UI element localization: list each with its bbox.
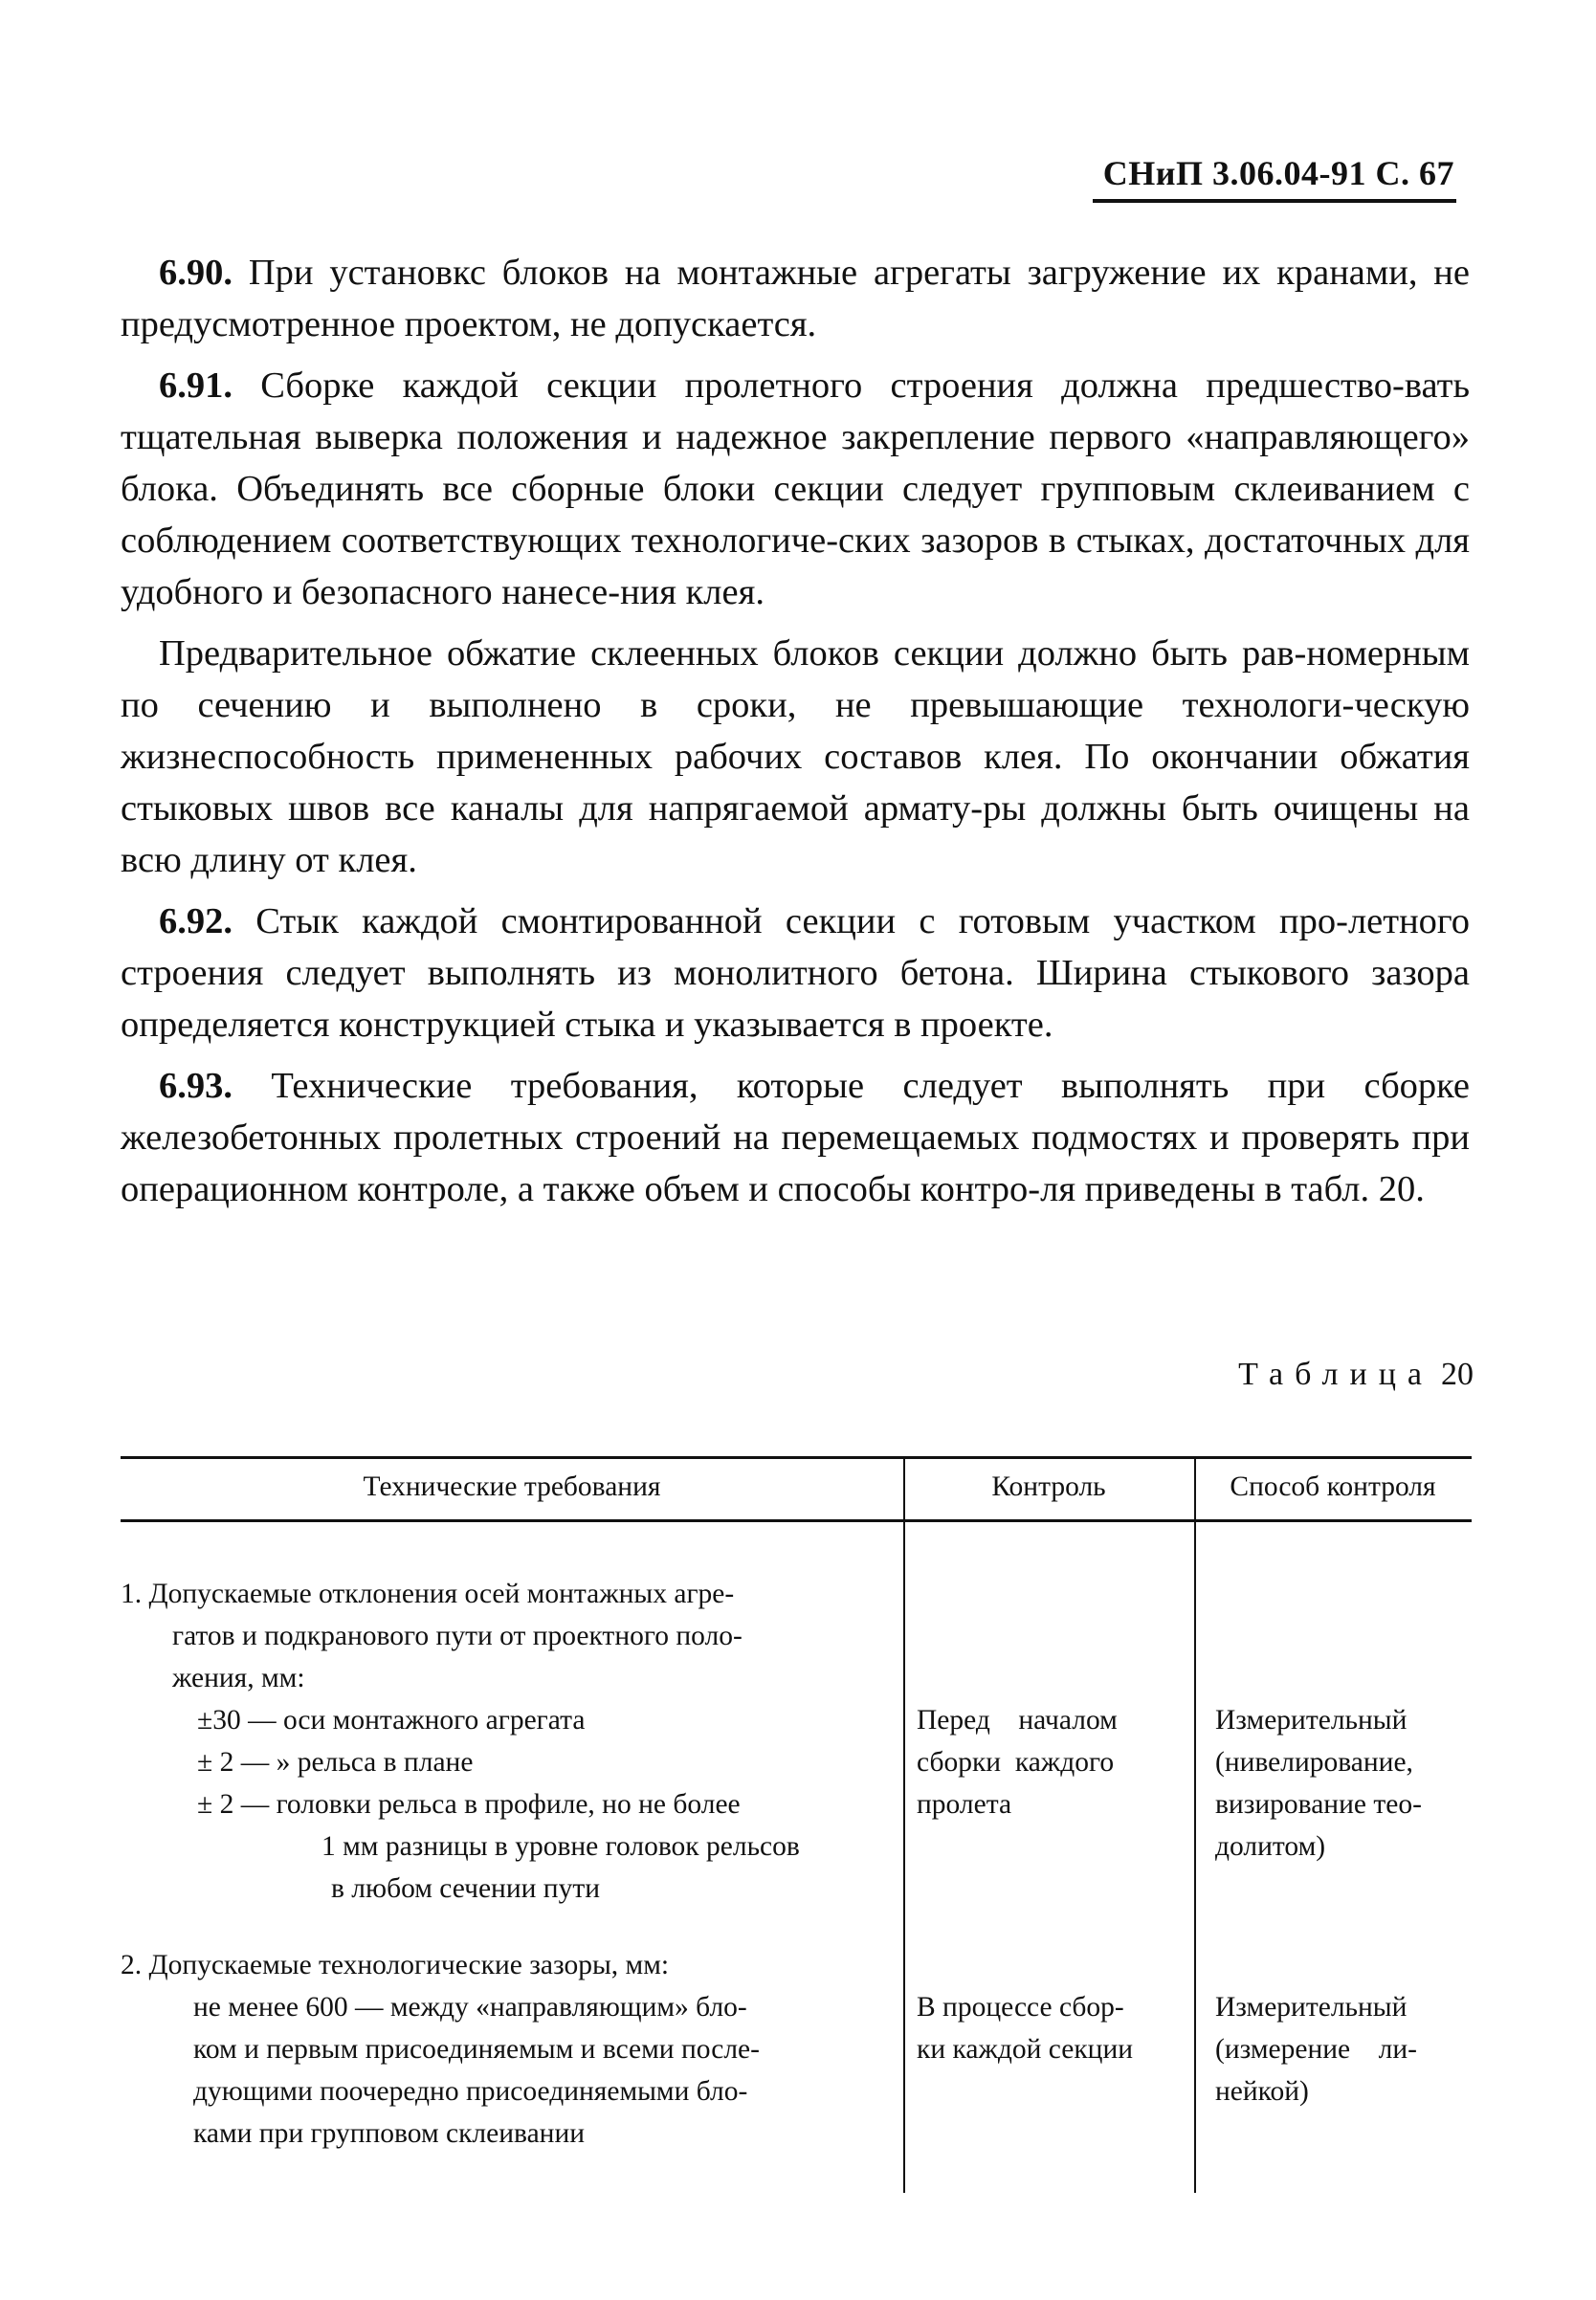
requirements-table bbox=[121, 1456, 1472, 2193]
paragraph-6-92: 6.92. Стык каждой смонтированной секции с готовым участком про-летного строения следует выполнять из монолитного бетона. Ширина стыкового зазора определяется конструкцией стыка и указывается в проекте. bbox=[121, 901, 1471, 1045]
paragraph-number: 6.93. bbox=[159, 1066, 233, 1106]
paragraph-6-93: 6.93. Технические требования, которые следует выполнять при сборке железобетонных пролетных строений на перемещаемых подмостях и проверять при операционном контроле, а также объем и способы контро-ля приведены в табл. 20. bbox=[121, 1066, 1470, 1209]
header-rule bbox=[1093, 199, 1456, 203]
paragraph-number: 6.90. bbox=[159, 253, 233, 293]
column-header-method: Способ контроля bbox=[1230, 1471, 1436, 1502]
body-text bbox=[121, 247, 1470, 1215]
paragraph-6-91: 6.91. Сборке каждой секции пролетного строения должна предшество-вать тщательная выверка положения и надежное закрепление первого «направляющего» блока. Объединять все сборные блоки секции следует групповым склеиванием с соблюдением соответствующих технологиче-ских зазоров в стыках, достаточных для удобного и безопасного нанесе-ния клея. bbox=[121, 365, 1471, 612]
paragraph-number: 6.92. bbox=[159, 901, 233, 941]
paragraph-compression: Предварительное обжатие склеенных блоков секции должно быть рав-номерным по сечению и выполнено в сроки, не превышающие технологи-ческую жизнеспособность примененных рабочих составов клея. По окончании обжатия стыковых швов все каналы для напрягаемой армату-ры должны быть очищены на всю длину от клея. bbox=[121, 633, 1471, 880]
table-caption: Таблица 20 bbox=[1238, 1357, 1474, 1392]
column-header-requirements: Технические требования bbox=[363, 1471, 661, 1502]
paragraph-number: 6.91. bbox=[159, 365, 233, 406]
table-top-rule bbox=[121, 1456, 1472, 1459]
requirement-cell: 1. Допускаемые отклонения осей монтажных агре- гатов и подкранового пути от проектного поло- жения, мм: ±30 — оси монтажного агрегата ± 2 — » рельса в плане ± 2 — головки рельса в профиле, но не более 1 мм разницы в уровне головок рельсов в любом сечении пути bbox=[121, 1579, 800, 1904]
control-cell: В процессе сбор- ки каждой секции bbox=[917, 1992, 1134, 2065]
control-cell: Перед началом сборки каждого пролета bbox=[917, 1705, 1118, 1820]
method-cell: Измерительный (нивелирование, визирование тео- долитом) bbox=[1215, 1705, 1422, 1862]
running-header: СНиП 3.06.04-91 С. 67 bbox=[1102, 154, 1454, 192]
column-header-control: Контроль bbox=[991, 1471, 1106, 1502]
paragraph-6-90: 6.90. При установкс блоков на монтажные агрегаты загружение их кранами, не предусмотренное проектом, не допускается. bbox=[121, 253, 1471, 344]
column-divider bbox=[903, 1456, 905, 2193]
table-header-rule bbox=[121, 1519, 1472, 1522]
method-cell: Измерительный (измерение ли- нейкой) bbox=[1215, 1992, 1417, 2107]
requirement-cell: 2. Допускаемые технологические зазоры, мм: не менее 600 — между «направляющим» бло- ком и первым присоединяемым и всеми после- дующими поочередно присоединяемыми бло- ками при групповом склеивании bbox=[121, 1950, 760, 2149]
